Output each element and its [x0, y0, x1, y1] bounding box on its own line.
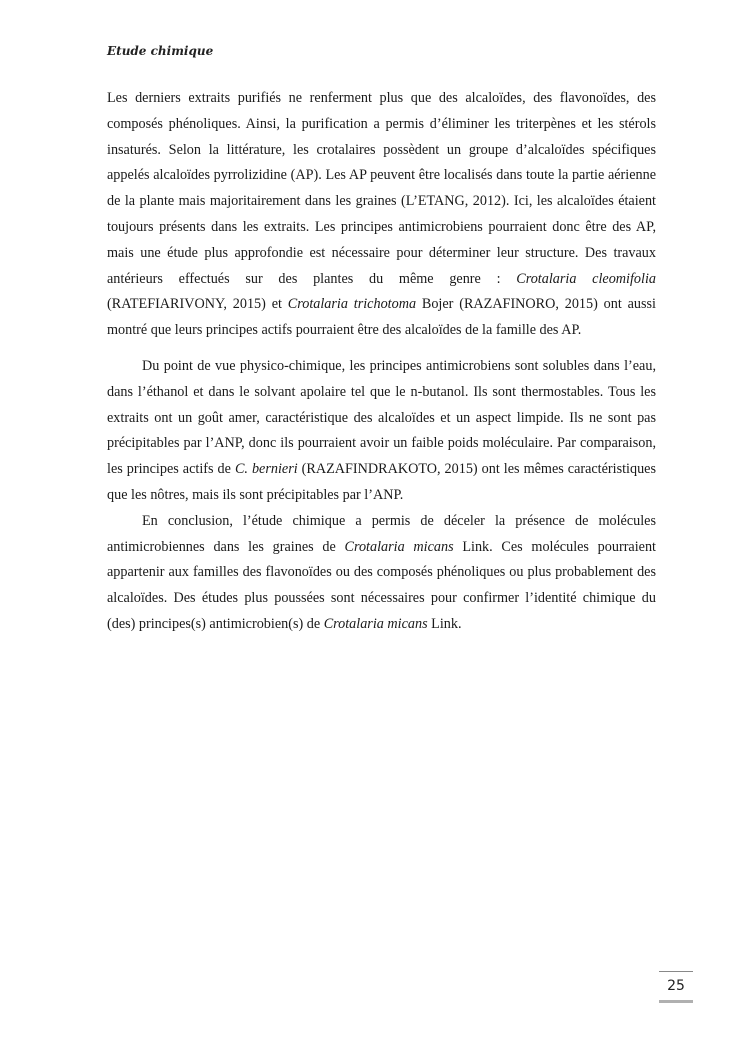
- paragraph-text: En conclusion, l’étude chimique a permis de déceler la présence de molécules antimicrobiennes dans les graines de: [107, 512, 656, 555]
- paragraph-text: Link.: [427, 615, 462, 632]
- paragraph-text: Bojer (RAZAFINORO, 2015) ont aussi montré que leurs principes actifs pourraient être des alcaloïdes de la famille des AP.: [107, 296, 657, 339]
- running-header: Etude chimique: [107, 44, 214, 58]
- species-name: C. bernieri: [234, 461, 298, 478]
- paragraph-text: Link. Ces molécules pourraient appartenir aux familles des flavonoïdes ou des composés phénoliques ou plus probablement des alcaloïdes. Des études plus poussées sont nécessaires pour confirmer l’identité chimique du (des) principes(s) antimicrobien(s) de: [107, 538, 656, 632]
- species-name: Crotalaria trichotoma: [287, 296, 417, 313]
- paragraph-text: Les derniers extraits purifiés ne renferment plus que des alcaloïdes, des flavonoïdes, des composés phénoliques. Ainsi, la purification a permis d’éliminer les triterpènes et les stérols insaturés. Selon la littérature, les crotalaires possèdent un groupe d’alcaloïdes spécifiques appelés alcaloïdes pyrrolizidine (AP). Les AP peuvent être localisés dans toute la partie aérienne de la plante mais majoritairement dans les graines (L’ETANG, 2012). Ici, les alcaloïdes étaient toujours présents dans les extraits. Les principes antimicrobiens pourraient donc être des AP, mais une étude plus approfondie est nécessaire pour déterminer leur structure. Des travaux antérieurs effectués sur des plantes du même genre :: [107, 90, 656, 287]
- document-body: [107, 86, 656, 638]
- paragraph-alkaloids: [107, 86, 656, 344]
- species-name: Crotalaria micans: [323, 615, 428, 632]
- paragraph-text: (RAZAFINDRAKOTO, 2015) ont les mêmes caractéristiques que les nôtres, mais ils sont précipitables par l’ANP.: [107, 461, 656, 503]
- species-name: Crotalaria micans: [344, 538, 454, 555]
- paragraph-text: (RATEFIARIVONY, 2015) et: [107, 296, 288, 313]
- paragraph-conclusion: [107, 509, 656, 638]
- paragraph-text: Du point de vue physico-chimique, les principes antimicrobiens sont solubles dans l’eau, dans l’éthanol et dans le solvant apolaire tel que le n-butanol. Ils sont thermostables. Tous les extraits ont un goût amer, caractéristique des alcaloïdes et un aspect limpide. Ils ne sont pas précipitables par l’ANP, donc ils pourraient avoir un faible poids moléculaire. Par comparaison, les principes actifs de: [107, 357, 656, 478]
- paragraph-physico-chemical: [107, 354, 656, 509]
- species-name: Crotalaria cleomifolia: [516, 270, 656, 287]
- page-number: 25: [659, 971, 693, 1003]
